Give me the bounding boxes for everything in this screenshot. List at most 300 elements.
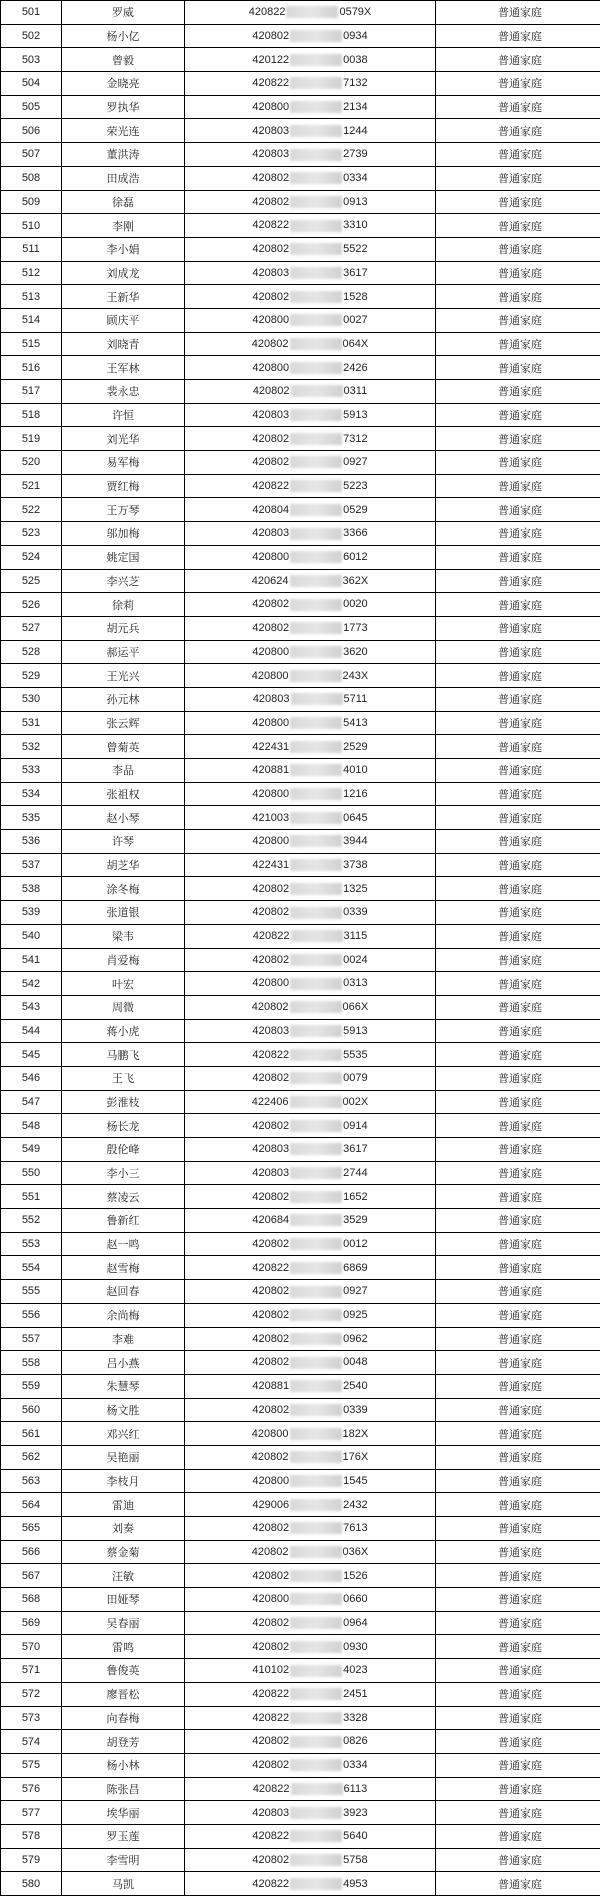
id-prefix: 420802 xyxy=(251,1451,289,1464)
row-number-cell: 545 xyxy=(1,1043,62,1067)
id-redaction-blur xyxy=(291,930,343,942)
household-type-cell: 普通家庭 xyxy=(436,782,600,806)
row-number-cell: 544 xyxy=(1,1019,62,1043)
table-row xyxy=(1,569,600,593)
id-number-cell xyxy=(185,948,436,972)
table-row xyxy=(1,1564,600,1588)
household-type-cell: 普通家庭 xyxy=(436,1753,600,1777)
row-number-cell: 576 xyxy=(1,1777,62,1801)
name-cell: 吴春丽 xyxy=(62,1611,185,1635)
id-number-cell xyxy=(185,901,436,925)
id-redaction-blur xyxy=(290,954,342,966)
name-cell: 廖晋松 xyxy=(62,1682,185,1706)
id-number-cell xyxy=(185,403,436,427)
id-prefix: 420800 xyxy=(252,1474,290,1487)
name-cell: 胡元兵 xyxy=(62,616,185,640)
table-row xyxy=(1,403,600,427)
table-row xyxy=(1,1138,600,1162)
household-type-cell: 普通家庭 xyxy=(436,1564,600,1588)
id-number-cell xyxy=(185,190,436,214)
id-redaction-blur xyxy=(290,1522,342,1534)
id-redaction-blur xyxy=(286,6,338,18)
id-prefix: 420800 xyxy=(252,101,290,114)
id-redaction-blur xyxy=(290,1854,342,1866)
table-row xyxy=(1,1,600,25)
table-row xyxy=(1,308,600,332)
id-redaction-blur xyxy=(290,1357,342,1369)
household-type-cell: 普通家庭 xyxy=(436,711,600,735)
table-row xyxy=(1,759,600,783)
row-number-cell: 553 xyxy=(1,1232,62,1256)
row-number-cell: 506 xyxy=(1,119,62,143)
table-row xyxy=(1,687,600,711)
id-suffix: 0038 xyxy=(343,53,368,66)
name-cell: 罗执华 xyxy=(62,95,185,119)
id-number-cell xyxy=(185,474,436,498)
id-suffix: 036X xyxy=(342,1545,369,1558)
id-number-cell xyxy=(185,214,436,238)
name-cell: 埃华丽 xyxy=(62,1801,185,1825)
id-number-cell xyxy=(185,1351,436,1375)
household-type-cell: 普通家庭 xyxy=(436,72,600,96)
id-number-cell xyxy=(185,166,436,190)
table-row xyxy=(1,1706,600,1730)
id-number-cell xyxy=(185,1801,436,1825)
id-number-cell xyxy=(185,616,436,640)
row-number-cell: 542 xyxy=(1,972,62,996)
table-row xyxy=(1,1066,600,1090)
name-cell: 罗威 xyxy=(62,1,185,25)
table-row xyxy=(1,1351,600,1375)
row-number-cell: 561 xyxy=(1,1422,62,1446)
id-prefix: 422431 xyxy=(252,859,290,872)
name-cell: 王飞 xyxy=(62,1066,185,1090)
id-redaction-blur xyxy=(290,291,342,303)
id-number-cell xyxy=(185,1232,436,1256)
id-suffix: 3366 xyxy=(343,527,368,540)
id-prefix: 420802 xyxy=(252,1285,290,1298)
row-number-cell: 533 xyxy=(1,759,62,783)
name-cell: 罗玉莲 xyxy=(62,1824,185,1848)
household-type-cell: 普通家庭 xyxy=(436,1303,600,1327)
name-cell: 王军林 xyxy=(62,356,185,380)
household-type-cell: 普通家庭 xyxy=(436,1611,600,1635)
id-prefix: 429006 xyxy=(252,1498,290,1511)
row-number-cell: 575 xyxy=(1,1753,62,1777)
name-cell: 陈张昌 xyxy=(62,1777,185,1801)
id-redaction-blur xyxy=(291,385,343,397)
household-type-cell: 普通家庭 xyxy=(436,853,600,877)
table-row xyxy=(1,1280,600,1304)
id-number-cell xyxy=(185,1540,436,1564)
id-suffix: 3923 xyxy=(343,1806,368,1819)
id-redaction-blur xyxy=(290,1214,342,1226)
household-type-cell: 普通家庭 xyxy=(436,1138,600,1162)
id-redaction-blur xyxy=(290,859,342,871)
id-number-cell xyxy=(185,545,436,569)
table-row xyxy=(1,1114,600,1138)
table-row xyxy=(1,1777,600,1801)
id-prefix: 420802 xyxy=(252,1522,290,1535)
household-type-cell: 普通家庭 xyxy=(436,593,600,617)
table-row xyxy=(1,995,600,1019)
name-cell: 杨小林 xyxy=(62,1753,185,1777)
id-prefix: 420800 xyxy=(252,551,290,564)
id-prefix: 422431 xyxy=(252,740,290,753)
table-row xyxy=(1,332,600,356)
name-cell: 李小三 xyxy=(62,1161,185,1185)
id-suffix: 176X xyxy=(342,1451,369,1464)
id-redaction-blur xyxy=(290,149,342,161)
name-cell: 荣光连 xyxy=(62,119,185,143)
table-row xyxy=(1,1517,600,1541)
name-cell: 田娅琴 xyxy=(62,1588,185,1612)
name-cell: 鲁俊英 xyxy=(62,1659,185,1683)
table-row xyxy=(1,1422,600,1446)
id-redaction-blur xyxy=(290,1617,342,1629)
table-row xyxy=(1,190,600,214)
household-type-cell: 普通家庭 xyxy=(436,1824,600,1848)
id-suffix: 5413 xyxy=(343,716,368,729)
id-suffix: 0934 xyxy=(343,29,368,42)
table-row xyxy=(1,1209,600,1233)
table-row xyxy=(1,1801,600,1825)
id-suffix: 3738 xyxy=(343,859,368,872)
id-suffix: 0826 xyxy=(343,1735,368,1748)
id-prefix: 420800 xyxy=(252,645,290,658)
row-number-cell: 573 xyxy=(1,1706,62,1730)
row-number-cell: 505 xyxy=(1,95,62,119)
household-type-cell: 普通家庭 xyxy=(436,1848,600,1872)
name-cell: 刘奏 xyxy=(62,1517,185,1541)
id-number-cell xyxy=(185,1635,436,1659)
id-redaction-blur xyxy=(290,717,342,729)
name-cell: 郝运平 xyxy=(62,640,185,664)
table-row xyxy=(1,877,600,901)
id-number-cell xyxy=(185,569,436,593)
id-number-cell xyxy=(185,1303,436,1327)
id-redaction-blur xyxy=(290,1120,342,1132)
table-row xyxy=(1,948,600,972)
row-number-cell: 580 xyxy=(1,1872,62,1896)
name-cell: 朱慧琴 xyxy=(62,1374,185,1398)
table-row xyxy=(1,261,600,285)
household-type-cell: 普通家庭 xyxy=(436,119,600,143)
id-redaction-blur xyxy=(290,1570,342,1582)
id-number-cell xyxy=(185,972,436,996)
id-suffix: 0660 xyxy=(343,1593,368,1606)
id-number-cell xyxy=(185,759,436,783)
id-prefix: 420802 xyxy=(252,29,290,42)
id-number-cell xyxy=(185,995,436,1019)
household-type-cell: 普通家庭 xyxy=(436,380,600,404)
id-prefix: 420804 xyxy=(252,503,290,516)
id-number-cell xyxy=(185,119,436,143)
id-redaction-blur xyxy=(290,575,342,587)
household-type-cell: 普通家庭 xyxy=(436,1493,600,1517)
household-type-cell: 普通家庭 xyxy=(436,474,600,498)
id-number-cell xyxy=(185,1753,436,1777)
name-cell: 金晓亮 xyxy=(62,72,185,96)
name-cell: 张云辉 xyxy=(62,711,185,735)
id-redaction-blur xyxy=(290,622,342,634)
id-prefix: 420802 xyxy=(252,1072,290,1085)
row-number-cell: 523 xyxy=(1,522,62,546)
row-number-cell: 529 xyxy=(1,664,62,688)
id-prefix: 420802 xyxy=(252,1309,290,1322)
id-number-cell xyxy=(185,1161,436,1185)
household-type-cell: 普通家庭 xyxy=(436,1588,600,1612)
id-suffix: 5522 xyxy=(343,243,368,256)
household-type-cell: 普通家庭 xyxy=(436,687,600,711)
id-prefix: 422406 xyxy=(251,1095,289,1108)
id-suffix: 3328 xyxy=(343,1711,368,1724)
name-cell: 杨小亿 xyxy=(62,24,185,48)
household-type-cell: 普通家庭 xyxy=(436,640,600,664)
table-row xyxy=(1,1043,600,1067)
name-cell: 顾庆平 xyxy=(62,308,185,332)
id-prefix: 420803 xyxy=(252,408,290,421)
id-suffix: 5913 xyxy=(343,1024,368,1037)
id-redaction-blur xyxy=(290,101,342,113)
id-prefix: 420802 xyxy=(252,1119,290,1132)
row-number-cell: 554 xyxy=(1,1256,62,1280)
id-redaction-blur xyxy=(291,693,343,705)
row-number-cell: 501 xyxy=(1,1,62,25)
id-number-cell xyxy=(185,1872,436,1896)
id-suffix: 3529 xyxy=(343,1214,368,1227)
row-number-cell: 515 xyxy=(1,332,62,356)
id-number-cell xyxy=(185,1185,436,1209)
household-type-cell: 普通家庭 xyxy=(436,427,600,451)
id-suffix: 2134 xyxy=(343,101,368,114)
row-number-cell: 516 xyxy=(1,356,62,380)
id-prefix: 420802 xyxy=(252,1640,290,1653)
household-type-cell: 普通家庭 xyxy=(436,1209,600,1233)
name-cell: 殷伦峰 xyxy=(62,1138,185,1162)
household-type-cell: 普通家庭 xyxy=(436,1398,600,1422)
id-suffix: 0027 xyxy=(343,314,368,327)
table-row xyxy=(1,616,600,640)
row-number-cell: 528 xyxy=(1,640,62,664)
id-redaction-blur xyxy=(290,1807,342,1819)
id-prefix: 420122 xyxy=(252,53,290,66)
name-cell: 汪敏 xyxy=(62,1564,185,1588)
id-suffix: 6869 xyxy=(343,1261,368,1274)
name-cell: 邬加梅 xyxy=(62,522,185,546)
id-redaction-blur xyxy=(290,1688,342,1700)
table-row xyxy=(1,1611,600,1635)
table-row xyxy=(1,285,600,309)
id-prefix: 420802 xyxy=(252,906,290,919)
row-number-cell: 526 xyxy=(1,593,62,617)
id-prefix: 420881 xyxy=(252,764,290,777)
household-type-cell: 普通家庭 xyxy=(436,972,600,996)
table-row xyxy=(1,640,600,664)
household-type-cell: 普通家庭 xyxy=(436,332,600,356)
name-cell: 许琴 xyxy=(62,830,185,854)
name-cell: 赵雪梅 xyxy=(62,1256,185,1280)
household-type-cell: 普通家庭 xyxy=(436,1422,600,1446)
id-redaction-blur xyxy=(290,528,342,540)
row-number-cell: 519 xyxy=(1,427,62,451)
table-row xyxy=(1,1256,600,1280)
id-suffix: 0020 xyxy=(343,598,368,611)
name-cell: 姚定国 xyxy=(62,545,185,569)
id-suffix: 7132 xyxy=(343,77,368,90)
name-cell: 吴艳丽 xyxy=(62,1445,185,1469)
id-redaction-blur xyxy=(290,907,342,919)
id-number-cell xyxy=(185,830,436,854)
id-prefix: 420800 xyxy=(252,314,290,327)
id-prefix: 420800 xyxy=(252,361,290,374)
id-prefix: 420684 xyxy=(252,1214,290,1227)
row-number-cell: 537 xyxy=(1,853,62,877)
id-suffix: 5640 xyxy=(343,1830,368,1843)
id-number-cell xyxy=(185,1682,436,1706)
name-cell: 李品 xyxy=(62,759,185,783)
table-row xyxy=(1,1730,600,1754)
id-suffix: 1545 xyxy=(343,1474,368,1487)
id-redaction-blur xyxy=(290,1593,342,1605)
household-type-cell: 普通家庭 xyxy=(436,1445,600,1469)
id-redaction-blur xyxy=(290,1546,342,1558)
id-suffix: 1528 xyxy=(343,290,368,303)
table-row xyxy=(1,1398,600,1422)
household-type-cell: 普通家庭 xyxy=(436,1777,600,1801)
row-number-cell: 579 xyxy=(1,1848,62,1872)
id-prefix: 420802 xyxy=(252,385,290,398)
name-cell: 胡芝华 xyxy=(62,853,185,877)
name-cell: 王万琴 xyxy=(62,498,185,522)
name-cell: 刘晓青 xyxy=(62,332,185,356)
id-prefix: 420822 xyxy=(252,1830,290,1843)
id-number-cell xyxy=(185,143,436,167)
id-prefix: 420802 xyxy=(251,337,289,350)
id-suffix: 1216 xyxy=(343,787,368,800)
id-suffix: 182X xyxy=(342,1427,369,1440)
table-row xyxy=(1,1185,600,1209)
id-suffix: 1244 xyxy=(343,124,368,137)
table-row xyxy=(1,853,600,877)
id-number-cell xyxy=(185,1422,436,1446)
id-suffix: 3617 xyxy=(343,266,368,279)
id-suffix: 1526 xyxy=(343,1569,368,1582)
name-cell: 徐磊 xyxy=(62,190,185,214)
id-prefix: 420802 xyxy=(252,290,290,303)
id-prefix: 420822 xyxy=(252,1688,290,1701)
id-suffix: 3617 xyxy=(343,1143,368,1156)
id-number-cell xyxy=(185,782,436,806)
household-type-cell: 普通家庭 xyxy=(436,1090,600,1114)
household-type-cell: 普通家庭 xyxy=(436,664,600,688)
id-number-cell xyxy=(185,1374,436,1398)
id-redaction-blur xyxy=(290,314,342,326)
id-number-cell xyxy=(185,640,436,664)
household-type-cell: 普通家庭 xyxy=(436,1730,600,1754)
row-number-cell: 538 xyxy=(1,877,62,901)
id-redaction-blur xyxy=(290,1309,342,1321)
id-number-cell xyxy=(185,1564,436,1588)
id-prefix: 420803 xyxy=(252,1143,290,1156)
household-type-cell: 普通家庭 xyxy=(436,95,600,119)
id-prefix: 420802 xyxy=(252,598,290,611)
household-type-cell: 普通家庭 xyxy=(436,1682,600,1706)
id-suffix: 1325 xyxy=(343,882,368,895)
id-suffix: 2529 xyxy=(343,740,368,753)
id-suffix: 2426 xyxy=(343,361,368,374)
household-type-cell: 普通家庭 xyxy=(436,877,600,901)
id-redaction-blur xyxy=(290,599,342,611)
id-suffix: 362X xyxy=(342,574,369,587)
household-type-cell: 普通家庭 xyxy=(436,285,600,309)
row-number-cell: 525 xyxy=(1,569,62,593)
id-redaction-blur xyxy=(291,1783,343,1795)
name-cell: 赵小琴 xyxy=(62,806,185,830)
id-suffix: 7613 xyxy=(343,1522,368,1535)
id-number-cell xyxy=(185,332,436,356)
id-suffix: 0339 xyxy=(343,1403,368,1416)
id-number-cell xyxy=(185,664,436,688)
id-number-cell xyxy=(185,1209,436,1233)
id-prefix: 420802 xyxy=(252,1190,290,1203)
id-redaction-blur xyxy=(290,243,342,255)
row-number-cell: 571 xyxy=(1,1659,62,1683)
row-number-cell: 566 xyxy=(1,1540,62,1564)
id-redaction-blur xyxy=(290,54,342,66)
table-row xyxy=(1,1635,600,1659)
id-suffix: 5758 xyxy=(343,1853,368,1866)
household-type-cell: 普通家庭 xyxy=(436,403,600,427)
row-number-cell: 518 xyxy=(1,403,62,427)
id-suffix: 002X xyxy=(342,1095,369,1108)
table-row xyxy=(1,1232,600,1256)
id-number-cell xyxy=(185,1043,436,1067)
id-suffix: 1652 xyxy=(343,1190,368,1203)
row-number-cell: 547 xyxy=(1,1090,62,1114)
table-row xyxy=(1,972,600,996)
household-type-cell: 普通家庭 xyxy=(436,24,600,48)
id-prefix: 420803 xyxy=(252,1166,290,1179)
id-redaction-blur xyxy=(290,1404,342,1416)
id-prefix: 420800 xyxy=(251,669,289,682)
table-row xyxy=(1,119,600,143)
row-number-cell: 536 xyxy=(1,830,62,854)
row-number-cell: 551 xyxy=(1,1185,62,1209)
name-cell: 赵回春 xyxy=(62,1280,185,1304)
id-suffix: 0645 xyxy=(343,811,368,824)
id-prefix: 420822 xyxy=(252,1261,290,1274)
row-number-cell: 577 xyxy=(1,1801,62,1825)
id-prefix: 420822 xyxy=(248,6,286,19)
table-row xyxy=(1,901,600,925)
id-suffix: 0927 xyxy=(343,1285,368,1298)
name-cell: 马凯 xyxy=(62,1872,185,1896)
id-suffix: 4010 xyxy=(343,764,368,777)
table-row xyxy=(1,924,600,948)
id-prefix: 420803 xyxy=(252,266,290,279)
row-number-cell: 532 xyxy=(1,735,62,759)
row-number-cell: 558 xyxy=(1,1351,62,1375)
row-number-cell: 503 xyxy=(1,48,62,72)
table-row xyxy=(1,1374,600,1398)
id-redaction-blur xyxy=(290,1665,342,1677)
id-number-cell xyxy=(185,1777,436,1801)
id-redaction-blur xyxy=(290,1333,342,1345)
row-number-cell: 569 xyxy=(1,1611,62,1635)
id-suffix: 0311 xyxy=(343,385,368,398)
household-type-cell: 普通家庭 xyxy=(436,1,600,25)
